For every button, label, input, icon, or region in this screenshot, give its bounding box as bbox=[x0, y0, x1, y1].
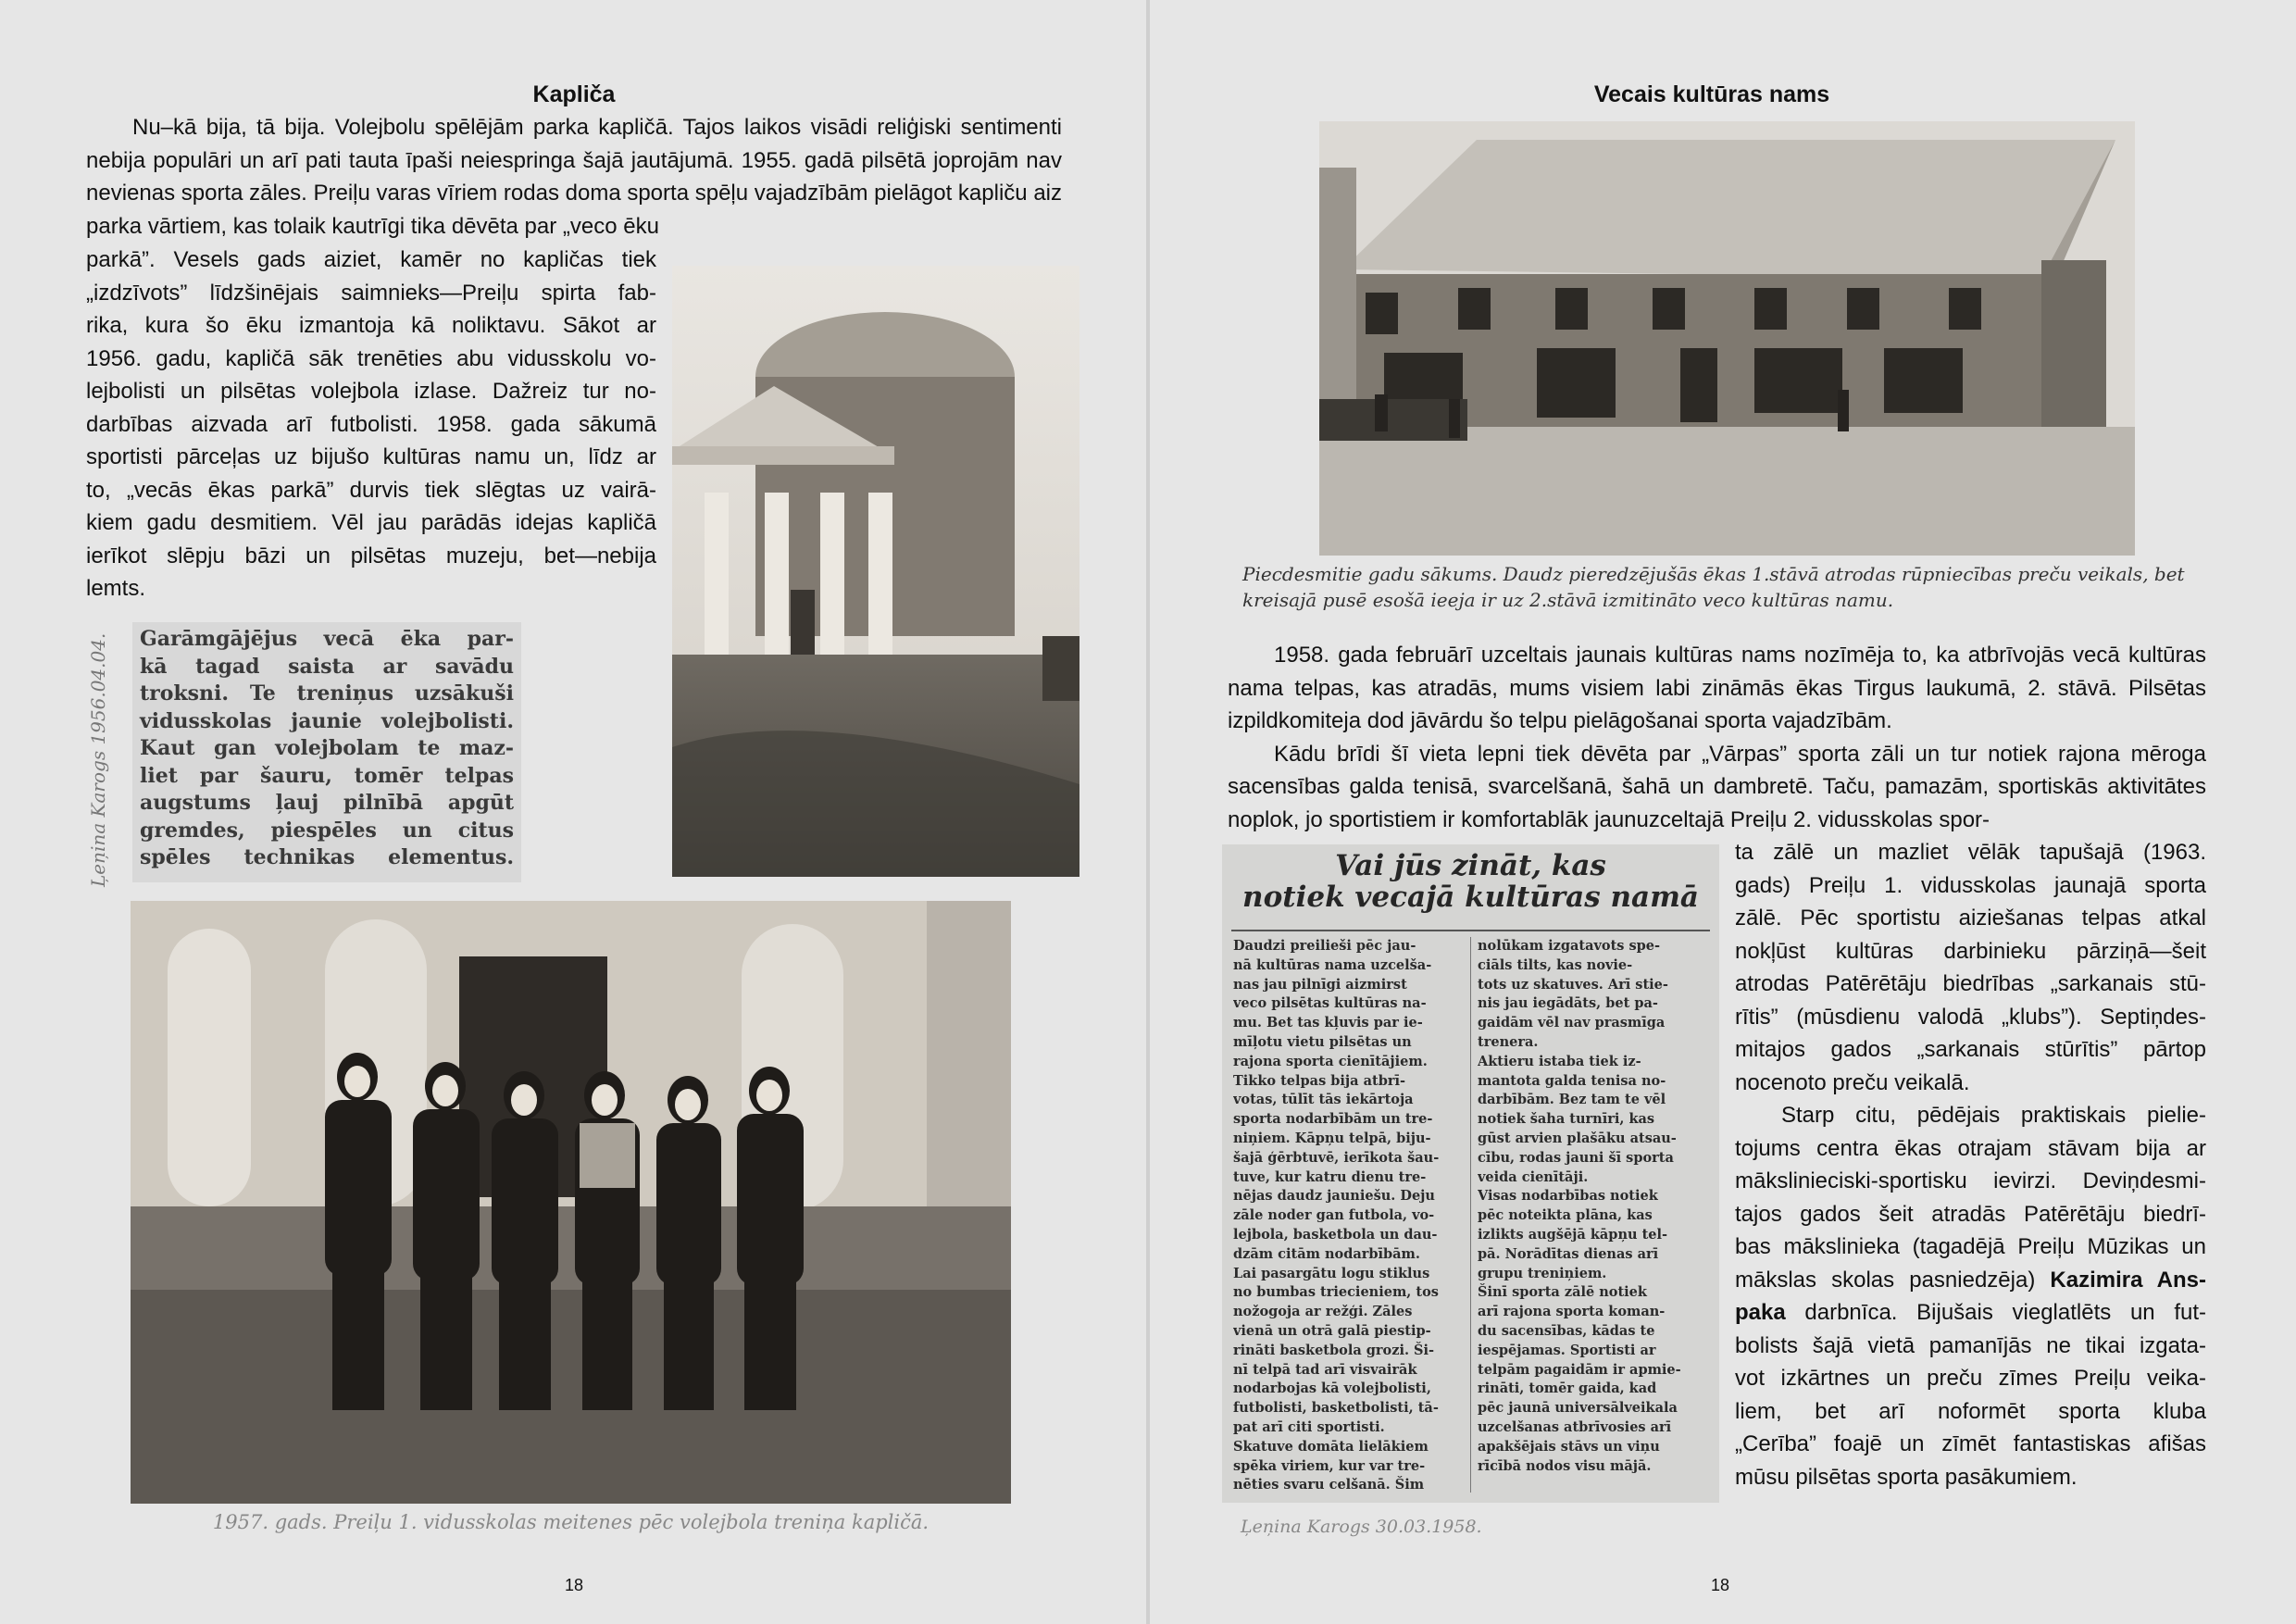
text-line: izlikts augšējā kāpņu tel- bbox=[1478, 1226, 1668, 1243]
text-line: rināti, tomēr gaida, kad bbox=[1478, 1380, 1657, 1397]
page-title: Kapliča bbox=[532, 81, 616, 107]
text-line: tajos gados šeit atradās Patērētāju biedrī- bbox=[1735, 1201, 2206, 1227]
text-line: lejbolisti un pilsētas volejbola izlase. Dažreiz tur no- bbox=[86, 379, 656, 404]
paragraph-1: 1958. gada februārī uzceltais jaunais kultūras nams nozīmēja to, ka atbrīvojās vecā kultūras nama telpas, kas atradās, mums visiem labi zināmās ēkas Tirgus laukumā, 2. stāvā. Pilsētas izpildkomiteja dod jāvārdu šo telpu pielāgošanai sporta vajadzībām. bbox=[1228, 643, 2206, 733]
text-line: kiem gadu desmitiem. Vēl jau parādās idejas kapličā bbox=[86, 510, 656, 535]
text-line: 1956. gadu, kapličā sāk trenēties abu vidusskolu vo- bbox=[86, 345, 656, 371]
text-line: nolūkam izgatavots spe- bbox=[1478, 938, 1661, 954]
text-line: trenera. bbox=[1478, 1033, 1539, 1050]
text-line: pēc noteikta plāna, kas bbox=[1478, 1207, 1653, 1224]
text-line: atrodas Patērētāju biedrības „sarkanais stū- bbox=[1735, 971, 2206, 996]
text-line: darbības aizvada arī futbolisti. 1958. gada sākumā bbox=[86, 411, 656, 437]
text-line: lemts. bbox=[86, 576, 146, 601]
text-line: vidusskolas jaunie volejbolisti. bbox=[140, 708, 514, 733]
text-line: cību, rodas jauni šī sporta bbox=[1478, 1149, 1674, 1166]
text-line: mīļotu vietu pilsētas un bbox=[1233, 1033, 1412, 1050]
text-line: pat arī citi sportisti. bbox=[1233, 1418, 1385, 1435]
text-line: mākslinieciski-sportisku ievirzi. Deviņdesmi- bbox=[1735, 1168, 2206, 1193]
text-line: rajona sporta cienītājiem. bbox=[1233, 1053, 1428, 1069]
text-line bbox=[1735, 1296, 2206, 1330]
newspaper-clipping bbox=[132, 622, 521, 882]
text-line: Kaut gan volejbolam te maz- bbox=[140, 736, 514, 760]
text-line: zāle noder gan futbola, vo- bbox=[1233, 1207, 1435, 1224]
main-text bbox=[1228, 639, 2206, 836]
building-photo bbox=[1319, 121, 2135, 556]
text-line: nēties svaru celšanā. Šim bbox=[1233, 1477, 1425, 1493]
text-line: Visas nodarbības notiek bbox=[1478, 1188, 1658, 1205]
text-line: notiek šaha turnīri, kas bbox=[1478, 1111, 1655, 1128]
text-line: bas mākslinieka (tagadējā Preiļu Mūzikas un bbox=[1735, 1234, 2206, 1259]
text-line: sporta nodarbībām un tre- bbox=[1233, 1111, 1433, 1128]
page-title: Vecais kultūras nams bbox=[1593, 81, 1830, 107]
text-span: darbnīca. Bijušais vieglatlēts un fut- bbox=[1785, 1300, 2206, 1325]
paragraph-2: Kādu brīdi šī vieta lepni tiek dēvēta par „Vārpas” sporta zāli un tur notiek rajona mēroga sacensības galda tenisā, svarcelšanā, šahā un dambretē. Taču, pamazām, sportiskās aktivitātes noplok, jo sportistiem ir komfortablāk jaunuzceltajā Preiļu 2. vidusskolas spor- bbox=[1228, 741, 2206, 832]
text-line: augstums ļauj pilnībā apgūt bbox=[140, 791, 514, 815]
text-line: lejbola, basketbola un dau- bbox=[1233, 1226, 1438, 1243]
clipping-headline-2: notiek vecajā kultūras namā bbox=[1242, 881, 1699, 914]
text-line: parkā”. Vesels gads aiziet, kamēr no kapličas tiek bbox=[86, 247, 656, 272]
text-line: du sacensības, kādas te bbox=[1478, 1322, 1655, 1339]
text-line: „izdzīvots” līdzšinējais saimnieks—Preiļu spirta fab- bbox=[86, 280, 656, 306]
text-line: spēles technikas elementus. bbox=[140, 845, 514, 869]
text-line: „Cerība” foajē un zīmēt fantastiskas afišas bbox=[1735, 1431, 2206, 1456]
text-line: pēc jaunā universālveikala bbox=[1478, 1400, 1678, 1417]
text-line: rīcībā nodos visu mājā. bbox=[1478, 1457, 1652, 1474]
chapel-photo bbox=[672, 266, 1079, 877]
text-line: nocenoto preču veikalā. bbox=[1735, 1069, 1970, 1095]
text-line: vienā un otrā galā piestip- bbox=[1233, 1322, 1431, 1339]
text-line: nis jau iegādāts, bet pa- bbox=[1478, 995, 1658, 1012]
text-line: nokļūst kultūras darbinieku pārziņā—šeit bbox=[1735, 938, 2206, 964]
text-line: dzām citām nodarbībām. bbox=[1233, 1245, 1420, 1262]
clipping-source: Ļeņina Karogs 1956.04.04. bbox=[87, 632, 109, 887]
text-line: arī rajona sporta koman- bbox=[1478, 1304, 1666, 1320]
text-line: tots uz skatuves. Arī stie- bbox=[1478, 976, 1668, 993]
text-line: gremdes, piespēles un citus bbox=[140, 818, 514, 843]
text-line: gūst arvien plašāku atsau- bbox=[1478, 1130, 1677, 1146]
wrap-paragraph bbox=[86, 244, 656, 606]
text-line: to, „vecās ēkas parkā” durvis tiek slēgtas uz vairā- bbox=[86, 477, 656, 503]
text-line: Lai pasargātu logu stiklus bbox=[1233, 1265, 1430, 1281]
text-line: nodarbojas kā volejbolisti, bbox=[1233, 1380, 1431, 1397]
text-line: zālē. Pēc sportistu aiziešanas telpas atkal bbox=[1735, 906, 2206, 931]
text-line: nējas daudz jauniešu. Deju bbox=[1233, 1188, 1435, 1205]
text-line: veida cienītāji. bbox=[1478, 1168, 1589, 1185]
text-line: mūsu pilsētas sporta pasākumiem. bbox=[1735, 1464, 2078, 1490]
clipping-source: Ļeņina Karogs 30.03.1958. bbox=[1241, 1517, 1482, 1537]
text-line: rika, kura šo ēku izmantoja kā noliktavu. Sākot ar bbox=[86, 313, 656, 338]
text-line: ciāls tilts, kas novie- bbox=[1478, 956, 1633, 973]
text-line: Aktieru istaba tiek iz- bbox=[1478, 1053, 1641, 1069]
text-line: darbībām. Bez tam te vēl bbox=[1478, 1092, 1666, 1108]
text-line: nas jau pilnīgi aizmirst bbox=[1233, 976, 1407, 993]
photo-caption: Piecdesmitie gadu sākums. Daudz pieredzējušās ēkas 1.stāvā atrodas rūpniecības preču veikals, bet kreisajā pusē esošā ieeja ir uz 2.stāvā izmitināto veco kultūras namu. bbox=[1242, 563, 2185, 611]
text-line: spēka viriem, kur var tre- bbox=[1233, 1457, 1426, 1474]
text-line: Skatuve domāta lielākiem bbox=[1233, 1438, 1429, 1455]
text-line: gaidām vēl nav prasmīga bbox=[1478, 1015, 1666, 1031]
text-line: veco pilsētas kultūras na- bbox=[1233, 995, 1427, 1012]
girls-photo-drawing bbox=[131, 901, 1011, 1504]
text-line: vot izkārtnes un preču zīmes Preiļu veika- bbox=[1735, 1366, 2206, 1391]
text-line: grupu treniņiem. bbox=[1478, 1265, 1607, 1281]
text-line: no bumbas triecieniem, tos bbox=[1233, 1284, 1439, 1301]
text-line: niņiem. Kāpņu telpā, biju- bbox=[1233, 1130, 1431, 1146]
text-line: votas, tūlīt tās iekārtoja bbox=[1233, 1092, 1414, 1108]
text-line: mu. Bet tas kļuvis par ie- bbox=[1233, 1015, 1423, 1031]
text-line: rināti basketbola grozi. Ši- bbox=[1233, 1342, 1435, 1358]
text-line: ierīkot slēpju bāzi un pilsētas muzeju, bet—nebija bbox=[86, 543, 656, 568]
text-line: sportisti pārceļas uz bijušo kultūras namu un, līdz ar bbox=[86, 444, 656, 469]
text-line: pā. Norādītas dienas arī bbox=[1478, 1245, 1659, 1262]
right-page bbox=[1150, 0, 2296, 1624]
intro-paragraph bbox=[86, 111, 1062, 243]
girls-photo bbox=[131, 901, 1011, 1504]
text-line: liem, bet arī noformēt sporta kluba bbox=[1735, 1398, 2206, 1424]
text-line: nožogoja ar režģi. Zāles bbox=[1233, 1304, 1413, 1320]
text-line: Tikko telpas bija atbrī- bbox=[1233, 1072, 1406, 1089]
text-line: Starp citu, pēdējais praktiskais pielie- bbox=[1781, 1103, 2206, 1128]
text-line: gads) Preiļu 1. vidusskolas jaunajā sporta bbox=[1735, 872, 2206, 898]
text-line: ta zālē un mazliet vēlāk tapušajā (1963. bbox=[1735, 840, 2206, 865]
text-line: uzcelšanas atbrīvosies arī bbox=[1478, 1418, 1672, 1435]
text-line: troksni. Te treniņus uzsākuši bbox=[140, 681, 514, 706]
text-line: Garāmgājējus vecā ēka par- bbox=[140, 627, 514, 651]
text-line: liet par šauru, tomēr telpas bbox=[140, 763, 514, 788]
page-number: 18 bbox=[564, 1576, 584, 1594]
text-line: apakšējais stāvs un viņu bbox=[1478, 1438, 1660, 1455]
clipping-headline-1: Vai jūs zināt, kas bbox=[1335, 849, 1606, 882]
text-line: šajā ģērbtuvē, ierīkota šau- bbox=[1233, 1149, 1440, 1166]
text-line: tuve, kur katru dienu tre- bbox=[1233, 1168, 1427, 1185]
page-number: 18 bbox=[1710, 1576, 1730, 1594]
text-line: rītis” (mūsdienu valodā „klubs”). Septiņdes- bbox=[1735, 1004, 2206, 1030]
text-line: mantota galda tenisa no- bbox=[1478, 1072, 1666, 1089]
text-line: kā tagad saista ar savādu bbox=[140, 654, 514, 679]
newspaper-clipping bbox=[1222, 844, 1719, 1503]
photo-caption: 1957. gads. Preiļu 1. vidusskolas meitenes pēc volejbola treniņa kapličā. bbox=[212, 1511, 930, 1533]
building-photo-drawing bbox=[1319, 121, 2135, 556]
text-line: tojums centra ēkas otrajam stāvam bija ar bbox=[1735, 1135, 2206, 1161]
text-line: bolists šajā vietā pamanījās ne tikai izgata- bbox=[1735, 1332, 2206, 1358]
left-page bbox=[0, 0, 1146, 1624]
text-line: futbolisti, basketbolisti, tā- bbox=[1233, 1400, 1439, 1417]
text-line: nī telpā tad arī visvairāk bbox=[1233, 1361, 1417, 1378]
intro-text: Nu–kā bija, tā bija. Volejbolu spēlējām parka kapličā. Tajos laikos visādi reliģiski sentimenti nebija populāri un arī pati tauta īpaši neiespringa šajā jautājumā. 1955. gadā pilsētā joprojām nav nevienas sporta zāles. Preiļu varas vīriem rodas doma sporta spēļu vajadzībām pielāgot kapliču aiz parka vārtiem, kas tolaik kautrīgi tika dēvēta par „veco ēku bbox=[86, 115, 1062, 239]
text-line: iespējamas. Sportisti ar bbox=[1478, 1342, 1656, 1358]
bold-name: Kazimira Ans- bbox=[2050, 1267, 2206, 1293]
text-line: Šinī sporta zālē notiek bbox=[1478, 1284, 1647, 1301]
bold-name: paka bbox=[1735, 1300, 1786, 1325]
text-span: mākslas skolas pasniedzēja) bbox=[1735, 1267, 2036, 1293]
text-line bbox=[1735, 1264, 2206, 1297]
text-line: mitajos gados „sarkanais stūrītis” pārtop bbox=[1735, 1037, 2206, 1062]
text-line: nā kultūras nama uzcelša- bbox=[1233, 956, 1432, 973]
chapel-photo-drawing bbox=[672, 266, 1079, 877]
text-line: telpām pagaidām ir apmie- bbox=[1478, 1361, 1681, 1378]
wrap-paragraph bbox=[1735, 836, 2206, 1493]
text-line: Daudzi preilieši pēc jau- bbox=[1233, 938, 1416, 954]
